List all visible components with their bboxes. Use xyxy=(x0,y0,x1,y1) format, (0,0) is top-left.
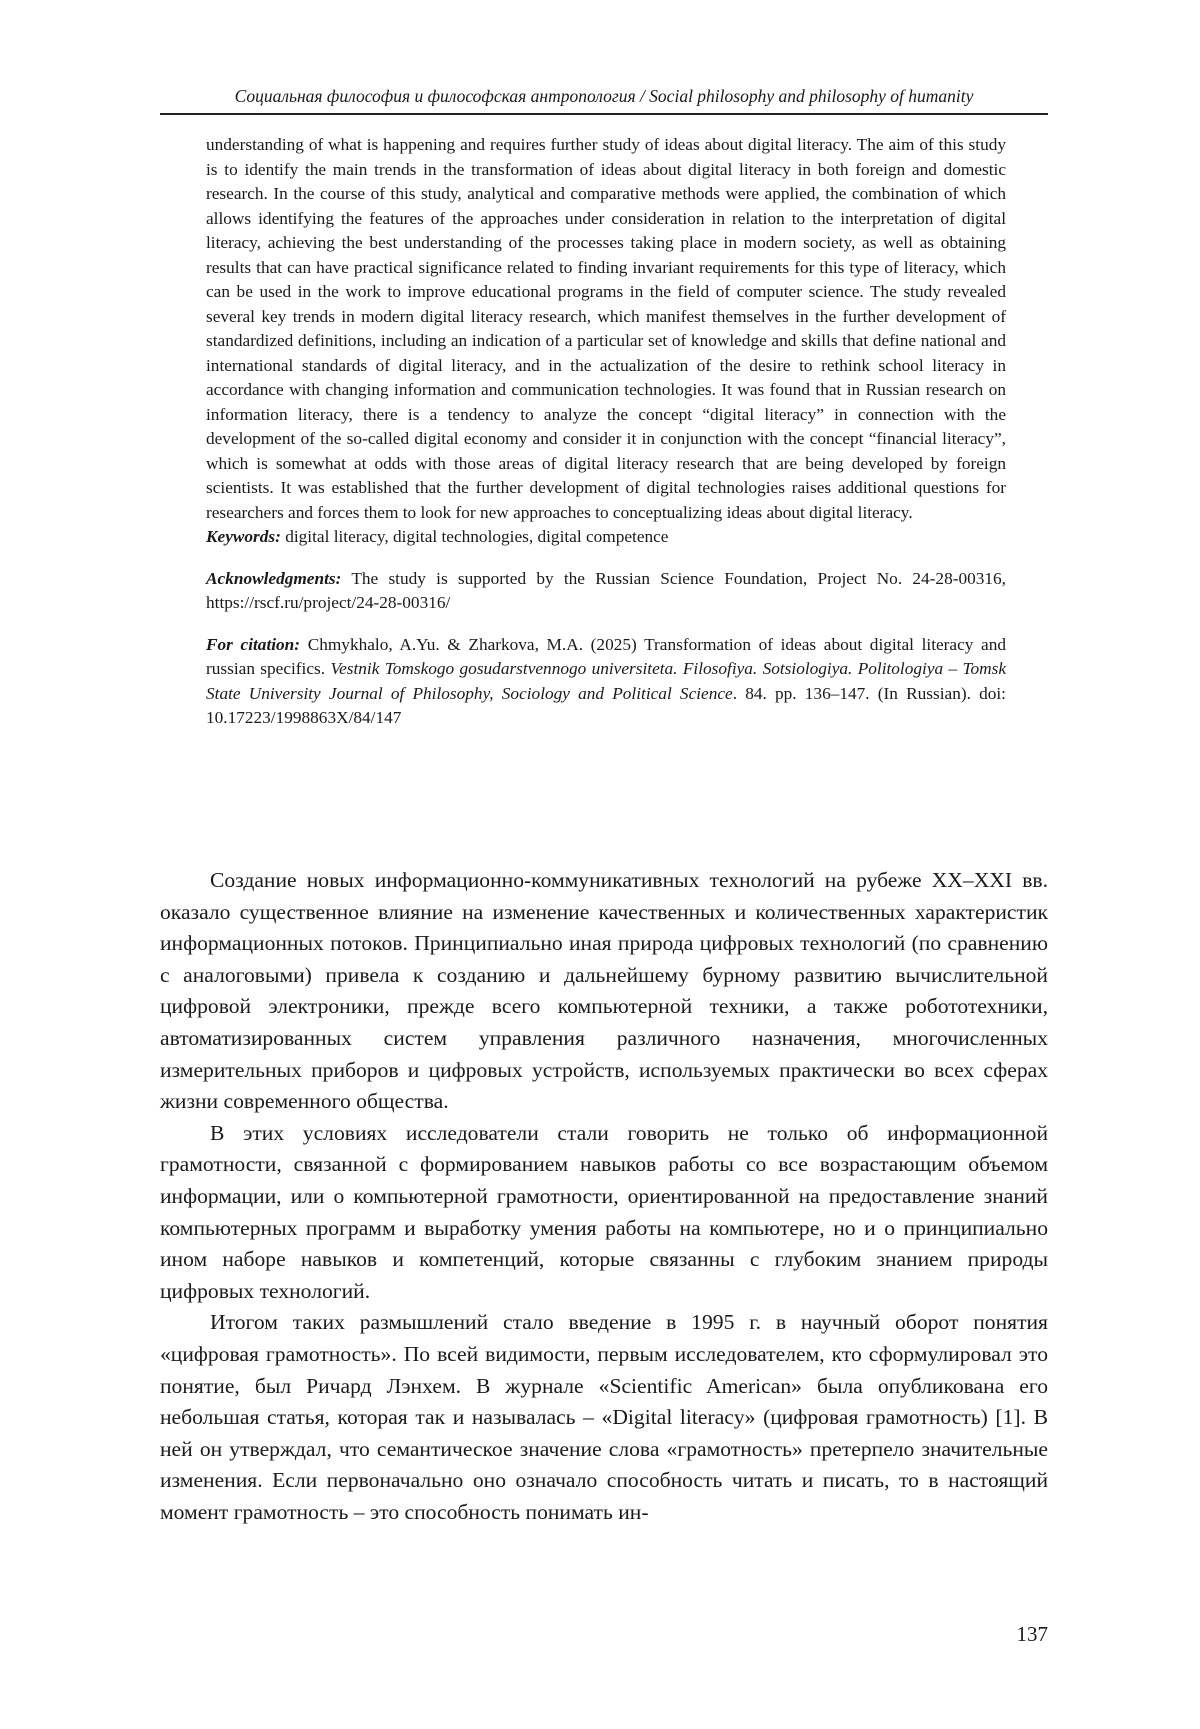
citation-journal: Vestnik Tomskogo gosudarstvennogo universiteta. Filosofiya. Sotsiologiya. Politologiya – Tomsk State University Journal of Philosophy, Sociology and Political Science xyxy=(206,659,1006,703)
keywords-line xyxy=(206,525,1006,550)
header-rule xyxy=(160,113,1048,115)
citation-label: For citation: xyxy=(206,634,301,654)
body-paragraph: Создание новых информационно-коммуникативных технологий на рубеже XX–XXI вв. оказало существенное влияние на изменение качественных и количественных характеристик информационных потоков. Принципиально иная природа цифровых технологий (по сравнению с аналоговыми) привела к созданию и дальнейшему бурному развитию вычислительной цифровой электроники, прежде всего компьютерной техники, а также робототехники, автоматизированных систем управления различного назначения, многочисленных измерительных приборов и цифровых устройств, используемых практически во всех сферах жизни современного общества. xyxy=(160,868,1048,1114)
keywords-label: Keywords: xyxy=(206,527,281,546)
abstract-text: understanding of what is happening and requires further study of ideas about digital literacy. The aim of this study is to identify the main trends in the transformation of ideas about digital literacy in both foreign and domestic research. In the course of this study, analytical and comparative methods were applied, the combination of which allows identifying the features of the approaches under consideration in relation to the interpretation of digital literacy, achieving the best understanding of the processes taking place in modern society, as well as obtaining results that can have practical significance related to finding invariant requirements for this type of literacy, which can be used in the work to improve educational programs in the field of computer science. The study revealed several key trends in modern digital literacy research, which manifest themselves in the further development of standardized definitions, including an indication of a particular set of knowledge and skills that define national and international standards of digital literacy, and in the actualization of the desire to rethink school literacy in accordance with changing information and communication technologies. It was found that in Russian research on information literacy, there is a tendency to analyze the concept “digital literacy” in connection with the development of the so-called digital economy and consider it in conjunction with the concept “financial literacy”, which is somewhat at odds with those areas of digital literacy research that are being developed by foreign scientists. It was established that the further development of digital technologies raises additional questions for researchers and forces them to look for new approaches to conceptualizing ideas about digital literacy. xyxy=(206,135,1006,522)
abstract-block xyxy=(206,133,1006,731)
article-body xyxy=(160,865,1048,1528)
body-paragraph: Итогом таких размышлений стало введение в 1995 г. в научный оборот понятия «цифровая грамотность». По всей видимости, первым исследователем, кто сформулировал это понятие, был Ричард Лэнхем. В журнале «Scientific American» была опубликована его небольшая статья, которая так и называлась – «Digital literacy» (цифровая грамотность) [1]. В ней он утверждал, что семантическое значение слова «грамотность» претерпело значительные изменения. Если первоначально оно означало способность читать и писать, то в настоящий момент грамотность – это способность понимать ин- xyxy=(160,1310,1048,1524)
citation xyxy=(206,633,1006,731)
acknowledgments-text: The study is supported by the Russian Science Foundation, Project No. 24-28-00316, https://rscf.ru/project/24-28-00316/ xyxy=(206,568,1006,612)
page-number: 137 xyxy=(1016,1622,1048,1646)
acknowledgments-label: Acknowledgments: xyxy=(206,568,342,588)
citation-tail: . 84. pp. 136–147. (In Russian). doi: 10.17223/1998863X/84/147 xyxy=(206,683,1006,727)
acknowledgments xyxy=(206,567,1006,616)
running-header: Социальная философия и философская антропология / Social philosophy and philosophy of humanity xyxy=(234,86,974,106)
keywords-text: digital literacy, digital technologies, digital competence xyxy=(285,527,669,546)
citation-authors: Chmykhalo, A.Yu. & Zharkova, M.A. (2025) Transformation of ideas about digital literacy and russian specifics. xyxy=(206,634,1006,678)
body-paragraph: В этих условиях исследователи стали говорить не только об информационной грамотности, связанной с формированием навыков работы со все возрастающим объемом информации, или о компьютерной грамотности, ориентированной на предоставление знаний компьютерных программ и выработку умения работы на компьютере, но и о принципиально ином наборе навыков и компетенций, которые связанны с глубоким знанием природы цифровых технологий. xyxy=(160,1120,1048,1303)
